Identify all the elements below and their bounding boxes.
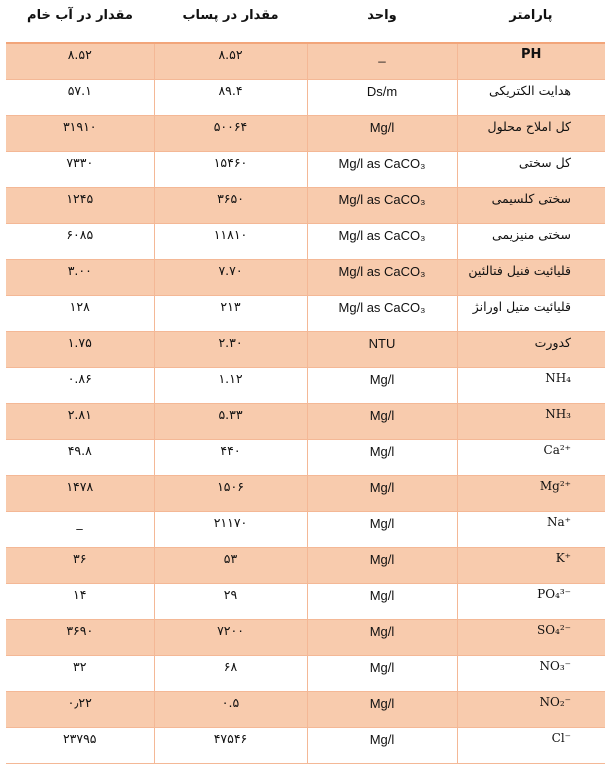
effluent-cell: ۲۱۱۷۰: [154, 512, 307, 548]
raw-water-cell: ۸.۵۲: [6, 43, 154, 80]
table-row: [6, 404, 605, 440]
raw-water-cell: ۳۶: [6, 548, 154, 584]
effluent-cell: ۴۷۵۴۶: [154, 728, 307, 764]
parameter-cell: کل سختی: [457, 152, 605, 188]
table-row: [6, 260, 605, 296]
effluent-cell: ۸.۵۲: [154, 43, 307, 80]
unit-cell: Mg/l as CaCO₃: [307, 224, 457, 260]
table-row: [6, 512, 605, 548]
raw-water-cell: ۲.۸۱: [6, 404, 154, 440]
raw-water-cell: ۲۳۷۹۵: [6, 728, 154, 764]
parameter-cell: Ca²⁺: [457, 440, 605, 476]
table-header-row: [6, 6, 605, 43]
unit-cell: _: [307, 43, 457, 80]
raw-water-cell: ۰.۸۶: [6, 368, 154, 404]
header-raw-water: مقدار در آب خام: [6, 6, 154, 43]
unit-cell: NTU: [307, 332, 457, 368]
unit-cell: Ds/m: [307, 80, 457, 116]
effluent-cell: ۷.۷۰: [154, 260, 307, 296]
effluent-cell: ۴۴۰: [154, 440, 307, 476]
table-row: [6, 224, 605, 260]
table-row: [6, 368, 605, 404]
table-row: [6, 620, 605, 656]
table-row: [6, 296, 605, 332]
water-analysis-table-container: [6, 6, 605, 764]
table-row: [6, 656, 605, 692]
parameter-cell: NH₄: [457, 368, 605, 404]
raw-water-cell: ۳۶۹۰: [6, 620, 154, 656]
effluent-cell: ۵.۳۳: [154, 404, 307, 440]
parameter-cell: کدورت: [457, 332, 605, 368]
unit-cell: Mg/l: [307, 548, 457, 584]
raw-water-cell: ۳۲: [6, 656, 154, 692]
unit-cell: Mg/l: [307, 584, 457, 620]
effluent-cell: ۱۵۰۶: [154, 476, 307, 512]
parameter-cell: NH₃: [457, 404, 605, 440]
parameter-cell: قلیائیت فنیل فتالئین: [457, 260, 605, 296]
effluent-cell: ۱۵۴۶۰: [154, 152, 307, 188]
raw-water-cell: ۳.۰۰: [6, 260, 154, 296]
table-row: [6, 188, 605, 224]
raw-water-cell: _: [6, 512, 154, 548]
unit-cell: Mg/l: [307, 440, 457, 476]
table-row: [6, 332, 605, 368]
parameter-cell: Cl⁻: [457, 728, 605, 764]
table-row: [6, 584, 605, 620]
unit-cell: Mg/l: [307, 404, 457, 440]
effluent-cell: ۱.۱۲: [154, 368, 307, 404]
effluent-cell: ۰.۵: [154, 692, 307, 728]
unit-cell: Mg/l as CaCO₃: [307, 296, 457, 332]
table-row: [6, 80, 605, 116]
raw-water-cell: ۳۱۹۱۰: [6, 116, 154, 152]
effluent-cell: ۶۸: [154, 656, 307, 692]
unit-cell: Mg/l: [307, 620, 457, 656]
parameter-cell: NO₂⁻: [457, 692, 605, 728]
effluent-cell: ۵۰۰۶۴: [154, 116, 307, 152]
parameter-cell: سختی منیزیمی: [457, 224, 605, 260]
raw-water-cell: ۱.۷۵: [6, 332, 154, 368]
table-row: [6, 728, 605, 764]
table-row: [6, 43, 605, 80]
parameter-cell: Mg²⁺: [457, 476, 605, 512]
parameter-cell: NO₃⁻: [457, 656, 605, 692]
raw-water-cell: ۰٫۲۲: [6, 692, 154, 728]
header-parameter: پارامتر: [457, 6, 605, 43]
unit-cell: Mg/l: [307, 692, 457, 728]
table-row: [6, 548, 605, 584]
parameter-cell: سختی کلسیمی: [457, 188, 605, 224]
effluent-cell: ۲۱۳: [154, 296, 307, 332]
raw-water-cell: ۵۷.۱: [6, 80, 154, 116]
raw-water-cell: ۱۲۴۵: [6, 188, 154, 224]
header-effluent: مقدار در پساب: [154, 6, 307, 43]
raw-water-cell: ۶۰۸۵: [6, 224, 154, 260]
water-analysis-table: [6, 6, 605, 764]
table-row: [6, 692, 605, 728]
unit-cell: Mg/l: [307, 512, 457, 548]
effluent-cell: ۲.۳۰: [154, 332, 307, 368]
table-row: [6, 476, 605, 512]
unit-cell: Mg/l: [307, 656, 457, 692]
parameter-cell: PO₄³⁻: [457, 584, 605, 620]
unit-cell: Mg/l: [307, 728, 457, 764]
raw-water-cell: ۱۴۷۸: [6, 476, 154, 512]
unit-cell: Mg/l as CaCO₃: [307, 152, 457, 188]
table-row: [6, 116, 605, 152]
parameter-cell: K⁺: [457, 548, 605, 584]
unit-cell: Mg/l as CaCO₃: [307, 260, 457, 296]
table-row: [6, 440, 605, 476]
raw-water-cell: ۴۹.۸: [6, 440, 154, 476]
parameter-cell: SO₄²⁻: [457, 620, 605, 656]
parameter-cell: قلیائیت متیل اورانژ: [457, 296, 605, 332]
effluent-cell: ۷۲۰۰: [154, 620, 307, 656]
effluent-cell: ۳۶۵۰: [154, 188, 307, 224]
unit-cell: Mg/l: [307, 476, 457, 512]
unit-cell: Mg/l: [307, 116, 457, 152]
parameter-cell: کل املاح محلول: [457, 116, 605, 152]
parameter-cell: Na⁺: [457, 512, 605, 548]
effluent-cell: ۸۹.۴: [154, 80, 307, 116]
effluent-cell: ۵۳: [154, 548, 307, 584]
header-unit: واحد: [307, 6, 457, 43]
unit-cell: Mg/l: [307, 368, 457, 404]
parameter-cell: PH: [457, 43, 605, 80]
table-body: [6, 43, 605, 764]
raw-water-cell: ۱۲۸: [6, 296, 154, 332]
effluent-cell: ۲۹: [154, 584, 307, 620]
parameter-cell: هدایت الکتریکی: [457, 80, 605, 116]
raw-water-cell: ۱۴: [6, 584, 154, 620]
effluent-cell: ۱۱۸۱۰: [154, 224, 307, 260]
unit-cell: Mg/l as CaCO₃: [307, 188, 457, 224]
raw-water-cell: ۷۳۳۰: [6, 152, 154, 188]
table-row: [6, 152, 605, 188]
